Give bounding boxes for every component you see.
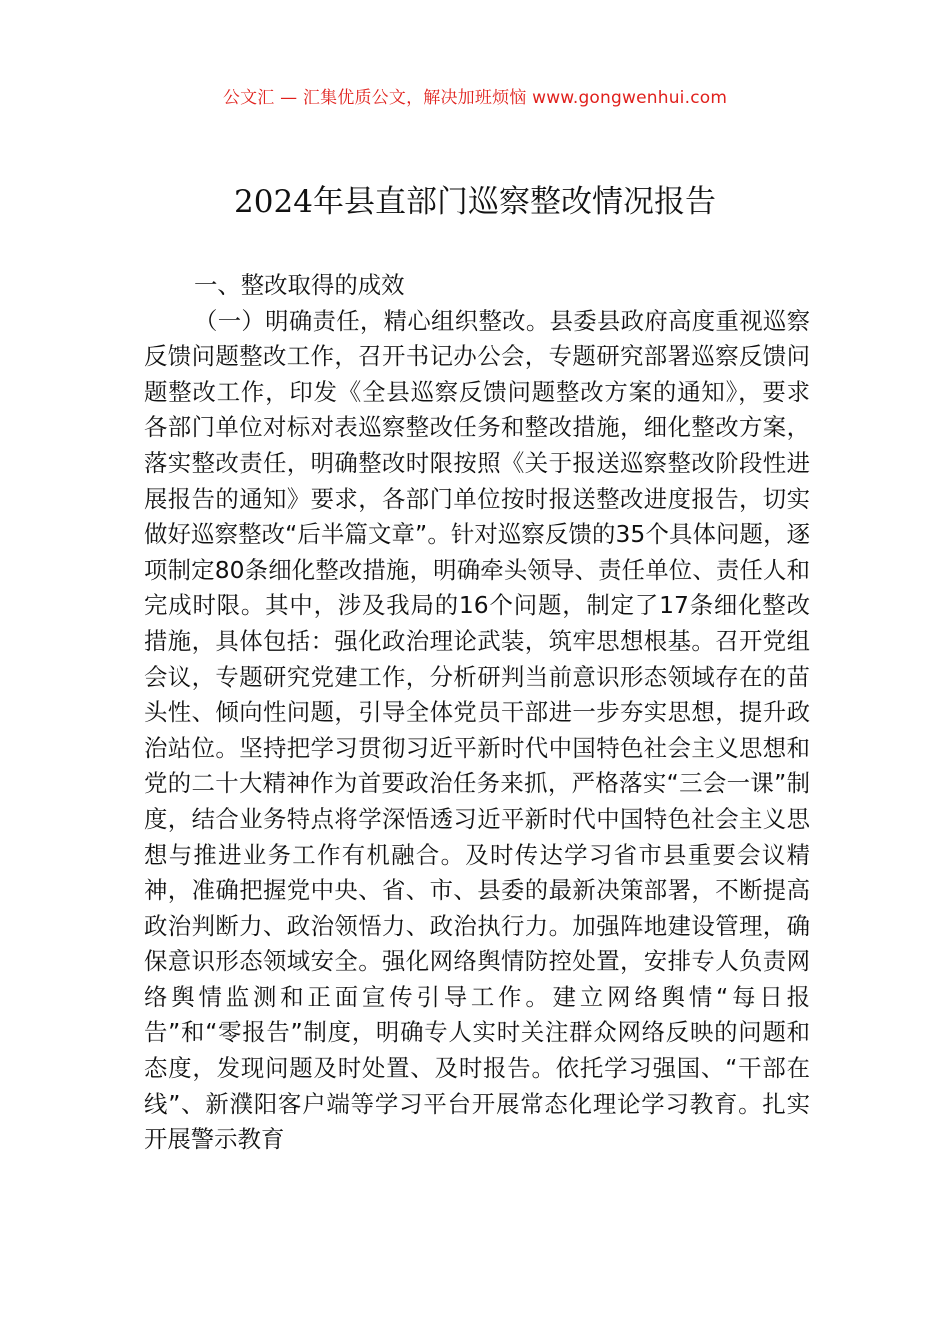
document-body	[144, 268, 810, 1158]
section-heading: 一、整改取得的成效	[194, 271, 405, 299]
site-banner: 公文汇 — 汇集优质公文，解决加班烦恼 www.gongwenhui.com	[222, 88, 728, 108]
document-title: 2024年县直部门巡察整改情况报告	[234, 184, 716, 220]
body-paragraph: （一）明确责任，精心组织整改。县委县政府高度重视巡察反馈问题整改工作，召开书记办公会，专题研究部署巡察反馈问题整改工作，印发《全县巡察反馈问题整改方案的通知》，要求各部门单位对标对表巡察整改任务和整改措施，细化整改方案，落实整改责任，明确整改时限按照《关于报送巡察整改阶段性进展报告的通知》要求，各部门单位按时报送整改进度报告，切实做好巡察整改“后半篇文章”。针对巡察反馈的35个具体问题，逐项制定80条细化整改措施，明确牵头领导、责任单位、责任人和完成时限。其中，涉及我局的16个问题，制定了17条细化整改措施，具体包括：强化政治理论武装，筑牢思想根基。召开党组会议，专题研究党建工作，分析研判当前意识形态领域存在的苗头性、倾向性问题，引导全体党员干部进一步夯实思想，提升政治站位。坚持把学习贯彻习近平新时代中国特色社会主义思想和党的二十大精神作为首要政治任务来抓，严格落实“三会一课”制度，结合业务特点将学深悟透习近平新时代中国特色社会主义思想与推进业务工作有机融合。及时传达学习省市县重要会议精神，准确把握党中央、省、市、县委的最新决策部署，不断提高政治判断力、政治领悟力、政治执行力。加强阵地建设管理，确保意识形态领域安全。强化网络舆情防控处置，安排专人负责网络舆情监测和正面宣传引导工作。建立网络舆情“每日报告”和“零报告”制度，明确专人实时关注群众网络反映的问题和态度，发现问题及时处置、及时报告。依托学习强国、“干部在线”、新濮阳客户端等学习平台开展常态化理论学习教育。扎实开展警示教育	[144, 306, 810, 1154]
